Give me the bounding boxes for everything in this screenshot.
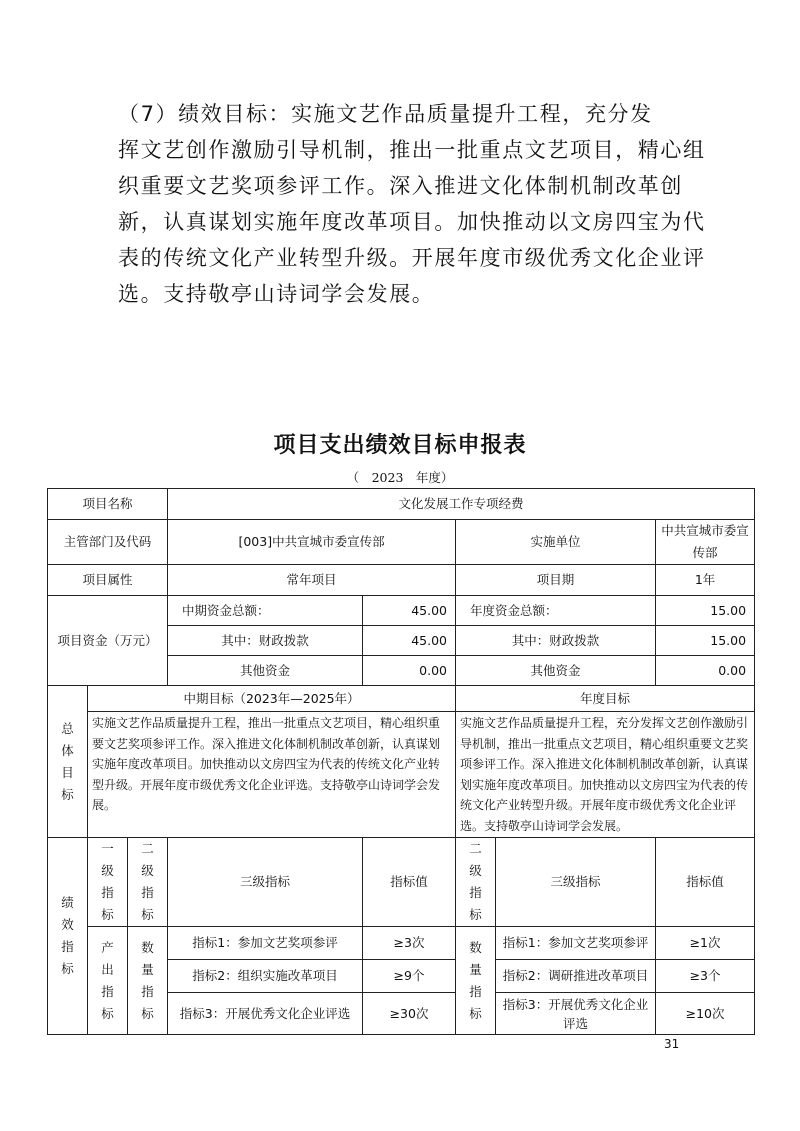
row-indicator-header [48,838,755,927]
mid-other-label: 其他资金 [168,656,363,686]
annual-quantity-indicator-label: 数量指标 [456,927,496,1035]
mid-indicator-name: 指标3：开展优秀文化企业评选 [168,993,363,1035]
annual-goal-text: 实施文艺作品质量提升工程，充分发挥文艺创作激励引导机制，推出一批重点文艺项目，精心组织重要文艺奖项参评工作。深入推进文化体制机制改革创新，认真谋划实施年度改革项目。加快推动以文房四宝为代表的传统文化产业转型升级。开展年度市级优秀文化企业评选。支持敬亭山诗词学会发展。 [456,712,755,838]
mid-indicator-name: 指标1：参加文艺奖项参评 [168,927,363,960]
mid-goal-text: 实施文艺作品质量提升工程，推出一批重点文艺项目，精心组织重要文艺奖项参评工作。深入推进文化体制机制改革创新，认真谋划实施年度改革项目。加快推动以文房四宝为代表的传统文化产业转型升级。开展年度市级优秀文化企业评选。支持敬亭山诗词学会发展。 [88,712,456,838]
performance-table [47,488,755,1035]
mid-level3-header: 三级指标 [168,838,363,927]
annual-level2-header: 二级指标 [456,838,496,927]
impl-unit-label: 实施单位 [456,520,656,565]
annual-indicator-name: 指标3：开展优秀文化企业评选 [496,993,656,1035]
period-value: 1年 [656,565,755,596]
row-attribute [48,565,755,596]
annual-other-label: 其他资金 [456,656,656,686]
mid-indicator-value: ≥3次 [363,927,456,960]
level2-header: 二级指标 [128,838,168,927]
quantity-indicator-label: 数量指标 [128,927,168,1035]
perf-indicator-label: 绩效指标 [48,838,88,1035]
row-goal-header [48,686,755,712]
mid-indicator-value: ≥30次 [363,993,456,1035]
annual-fiscal-value: 15.00 [656,626,755,656]
row-department [48,520,755,565]
mid-other-value: 0.00 [363,656,456,686]
dept-value: [003]中共宣城市委宣传部 [168,520,456,565]
mid-indicator-value: ≥9个 [363,960,456,993]
row-project-name [48,489,755,520]
annual-value-header: 指标值 [656,838,755,927]
period-label: 项目期 [456,565,656,596]
table-year: （ 2023 年度） [346,470,454,485]
mid-fiscal-value: 45.00 [363,626,456,656]
output-indicator-label: 产出指标 [88,927,128,1035]
annual-total-value: 15.00 [656,596,755,626]
impl-unit-value: 中共宣城市委宣传部 [656,520,755,565]
annual-indicator-name: 指标1：参加文艺奖项参评 [496,927,656,960]
annual-indicator-value: ≥1次 [656,927,755,960]
annual-total-label: 年度资金总额： [456,596,656,626]
annual-indicator-value: ≥10次 [656,993,755,1035]
dept-label: 主管部门及代码 [48,520,168,565]
mid-total-value: 45.00 [363,596,456,626]
paragraph-line: （7）绩效目标：实施文艺作品质量提升工程，充分发 [118,102,653,126]
funds-label: 项目资金（万元） [48,596,168,686]
paragraph-line: 表的传统文化产业转型升级。开展年度市级优秀文化企业评 [118,246,706,270]
level1-header: 一级指标 [88,838,128,927]
project-name-value: 文化发展工作专项经费 [168,489,755,520]
attr-value: 常年项目 [168,565,456,596]
annual-indicator-value: ≥3个 [656,960,755,993]
row-indicator-1 [48,927,755,960]
attr-label: 项目属性 [48,565,168,596]
row-goal-text [48,712,755,838]
mid-goal-header: 中期目标（2023年—2025年） [88,686,456,712]
annual-indicator-name: 指标2：调研推进改革项目 [496,960,656,993]
mid-value-header: 指标值 [363,838,456,927]
page-number: 31 [664,1037,680,1051]
annual-fiscal-label: 其中：财政拨款 [456,626,656,656]
body-paragraph [118,96,706,312]
row-funds-total [48,596,755,626]
mid-fiscal-label: 其中：财政拨款 [168,626,363,656]
paragraph-line: 织重要文艺奖项参评工作。深入推进文化体制机制改革创 [118,174,683,198]
mid-indicator-name: 指标2：组织实施改革项目 [168,960,363,993]
paragraph-line: 新，认真谋划实施年度改革项目。加快推动以文房四宝为代 [118,210,706,234]
annual-goal-header: 年度目标 [456,686,755,712]
overall-goal-label: 总体目标 [48,686,88,838]
annual-other-value: 0.00 [656,656,755,686]
paragraph-line: 挥文艺创作激励引导机制，推出一批重点文艺项目，精心组 [118,138,706,162]
project-name-label: 项目名称 [48,489,168,520]
table-title: 项目支出绩效目标申报表 [273,433,527,458]
paragraph-line: 选。支持敬亭山诗词学会发展。 [118,282,435,306]
mid-total-label: 中期资金总额： [168,596,363,626]
annual-level3-header: 三级指标 [496,838,656,927]
